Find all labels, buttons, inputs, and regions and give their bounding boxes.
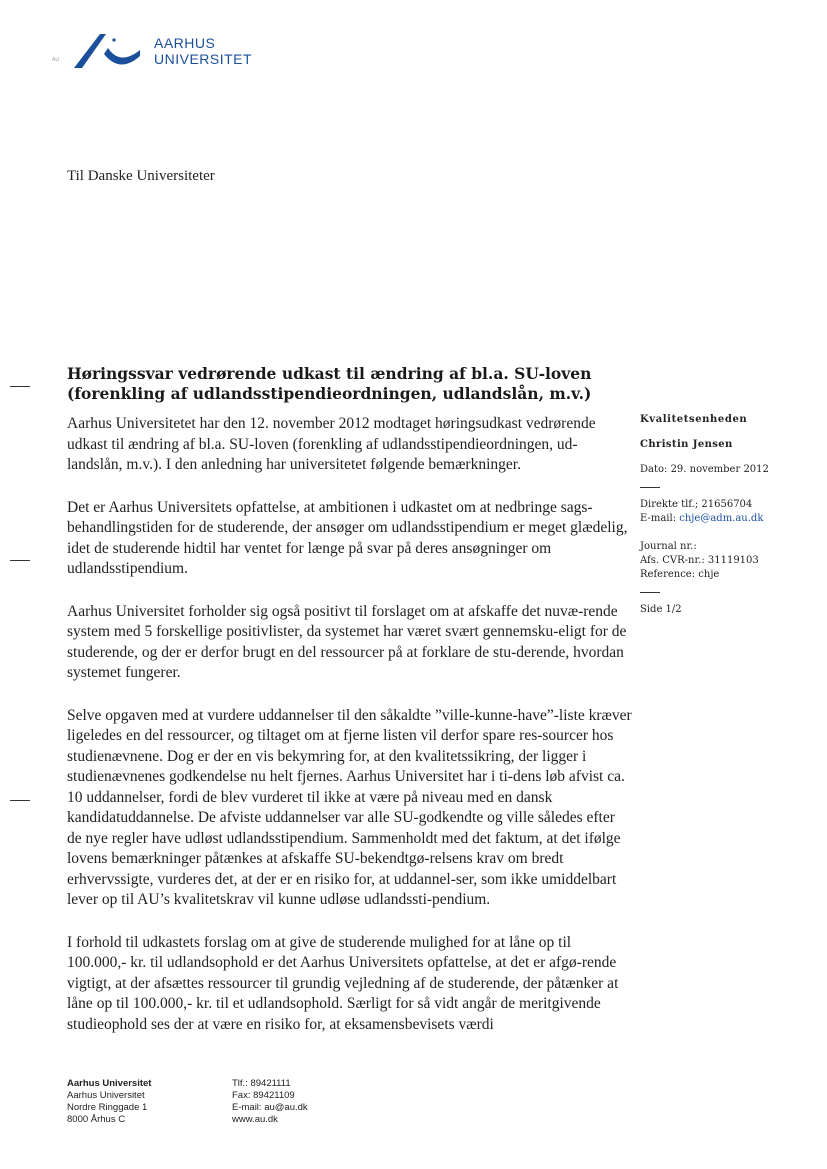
margin-mark (10, 386, 30, 387)
email-line (640, 512, 820, 526)
logo-wordmark (154, 35, 252, 67)
paragraph: Det er Aarhus Universitets opfattelse, at ambitionen i udkastet om at nedbringe sags-behandlingstiden for de studerende, der ansøger om udlandsstipendium er meget glædelig, idet de studerende hidtil har ventet for længe på svar på deres ansøgninger om udlandsstipendium. (67, 498, 628, 577)
department-name: Kvalitetsenheden (640, 414, 748, 425)
logo-line2: UNIVERSITET (154, 51, 253, 67)
paragraph: Aarhus Universitetet har den 12. november 2012 modtaget høringsudkast vedrørende udkast til ændring af bl.a. SU-loven (forenkling af udlandsstipendieordningen, ud-landslån, m.v.). I den anledning har universitetet følgende bemærkninger. (67, 415, 596, 473)
contact-person: Christin Jensen (640, 439, 733, 450)
footer-street: Nordre Ringgade 1 (67, 1102, 148, 1113)
margin-mark (10, 800, 30, 801)
logo-slash-mark (74, 34, 106, 68)
footer-contact (232, 1078, 308, 1126)
footer-org: Aarhus Universitet (67, 1090, 145, 1101)
paragraph: Selve opgaven med at vurdere uddannelser til den såkaldte ”ville-kunne-have”-liste kræver ligeledes en del ressourcer, og tiltaget om at fjerne listen vil derfor spare res-sourcer hos studienævnene. Dog er der en vis bekymring for, at den kvalitetssikring, der ligger i studienævnenes godkendelse nu helt fjernes. Aarhus Universitet har i ti-dens løb afvist ca. 10 uddannelser, fordi de blev vurderet til ikke at være på niveau med en dansk kandidatuddannelse. De afviste uddannelser var alle SU-godkendte og ville således efter de nye regler have udløst udlandsstipendium. Sammenholdt med det faktum, at det ifølge lovens bemærkninger påtænkes at afskaffe SU-bekendtgø-relsens krav om bredt erhvervssigte, vurderes det, at der er en risiko for, at uddannel-ser, som ikke umiddelbart lever op til AU’s kvalitetskrav vil kunne udløse udlandssti-pendium. (67, 706, 632, 908)
footer-phone: Tlf.: 89421111 (232, 1078, 291, 1089)
footer-web[interactable]: www.au.dk (232, 1114, 278, 1125)
margin-mark (10, 560, 30, 561)
sender-info-sidebar (640, 414, 820, 617)
cvr-number: Afs. CVR-nr.: 31119103 (640, 555, 759, 566)
letter-heading: Høringssvar vedrørende udkast til ændring af bl.a. SU-loven (forenkling af udlandsstipendieordningen, udlandslån, m.v.) (67, 364, 592, 403)
footer-address (67, 1078, 151, 1126)
footer-fax: Fax: 89421109 (232, 1090, 295, 1101)
recipient-line: Til Danske Universiteter (67, 168, 215, 184)
footer-email[interactable]: E-mail: au@au.dk (232, 1102, 308, 1113)
logo-line1: AARHUS (154, 35, 216, 51)
logo-dot-mark (112, 38, 115, 41)
divider (640, 487, 660, 488)
paragraph: I forhold til udkastets forslag om at give de studerende mulighed for at låne op til 100.000,- kr. til udlandsophold er det Aarhus Universitets opfattelse, at det er afgø-rende vigtigt, at der afsættes ressourcer til grundig vejledning af de studerende, der påtænker at låne op til 100.000,- kr. til et udlandsophold. Særligt for så vidt angår de meritgivende studieophold ses der at være en risiko for, at eksamensbevisets værdi (67, 933, 619, 1033)
divider (640, 592, 660, 593)
paragraph: Aarhus Universitet forholder sig også positivt til forslaget om at afskaffe det nuvæ-rende system med 5 forskellige positivlister, da systemet har været svært gennemsku-eligt for de studerende, og der er derfor brugt en del ressourcer på at forklare de stu-derende, hvordan systemet fungerer. (67, 602, 627, 681)
direct-phone: Direkte tlf.; 21656704 (640, 499, 753, 510)
letter-body (67, 414, 632, 1057)
email-link[interactable]: chje@adm.au.dk (679, 513, 764, 524)
footer-org-bold: Aarhus Universitet (67, 1078, 152, 1089)
footer-city: 8000 Århus C (67, 1114, 126, 1125)
page-number: Side 1/2 (640, 604, 682, 615)
email-label: E-mail: (640, 513, 680, 524)
logo-arc-mark (104, 48, 140, 65)
journal-number: Journal nr.: (640, 541, 697, 552)
reference: Reference: chje (640, 569, 720, 580)
letter-date: Dato: 29. november 2012 (640, 464, 769, 475)
tiny-mark: AU (52, 57, 59, 63)
